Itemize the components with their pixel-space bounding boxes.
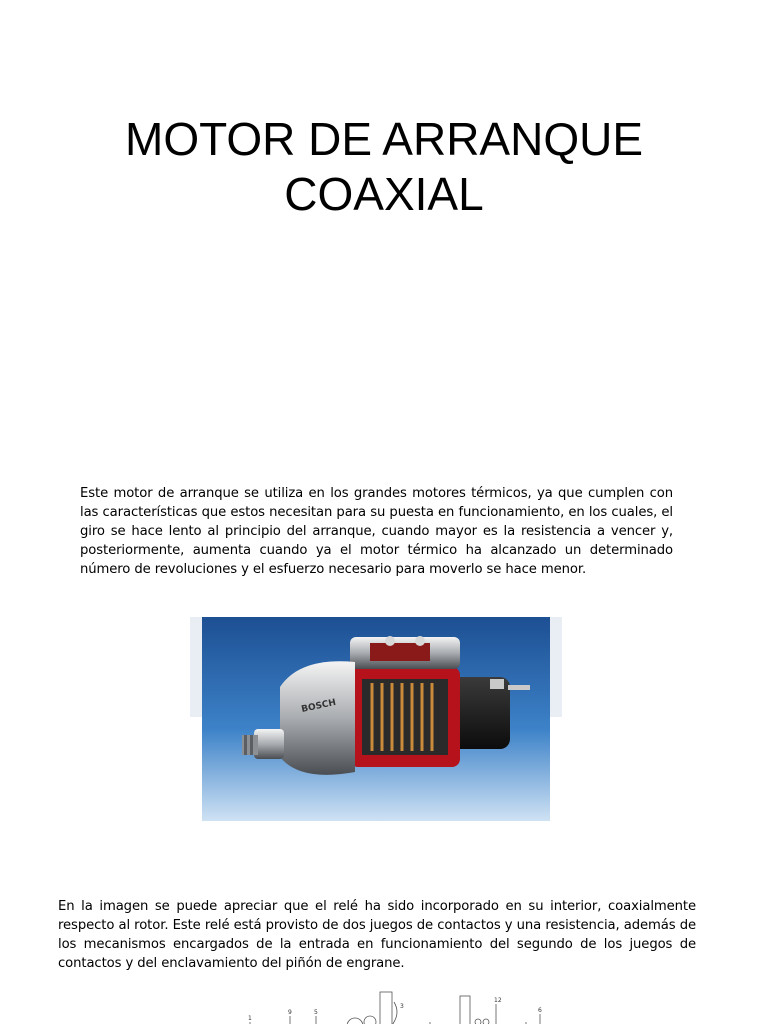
intro-paragraph: Este motor de arranque se utiliza en los grandes motores térmicos, ya que cumplen con las características que estos necesitan para su puesta en funcionamiento, en los cuales, el giro se hace lento al principio del arranque, cuando mayor es la resistencia a vencer y, posteriormente, aumenta cuando ya el motor térmico ha alcanzado un determinado número de revoluciones y el esfuerzo necesario para moverlo se hace menor. (80, 486, 673, 577)
diagram-label: 6 (538, 1007, 542, 1014)
diagram-label: 1 (248, 1015, 252, 1022)
relay-paragraph: En la imagen se puede apreciar que el relé ha sido incorporado en su interior, coaxialmente respecto al rotor. Este relé está provisto de dos juegos de contactos y una resistencia, además de los mecanismos encargados de la entrada en funcionamiento del segundo de los juegos de contactos y del enclavamiento del piñón de engrane. (58, 899, 696, 971)
diagram-label: 9 (288, 1009, 292, 1016)
title-line-2: COAXIAL (284, 168, 484, 220)
diagram-drawing (230, 982, 560, 1024)
diagram-label: 12 (494, 997, 502, 1004)
brand-label: BOSCH (300, 697, 337, 715)
diagram-label: 3 (400, 1003, 404, 1010)
diagram-label: 5 (314, 1009, 318, 1016)
title-line-1: MOTOR DE ARRANQUE (125, 113, 643, 165)
page-title (60, 112, 708, 222)
exploded-diagram-partial (230, 982, 560, 1024)
starter-motor-photo (190, 617, 562, 821)
starter-motor-illustration (190, 617, 562, 821)
